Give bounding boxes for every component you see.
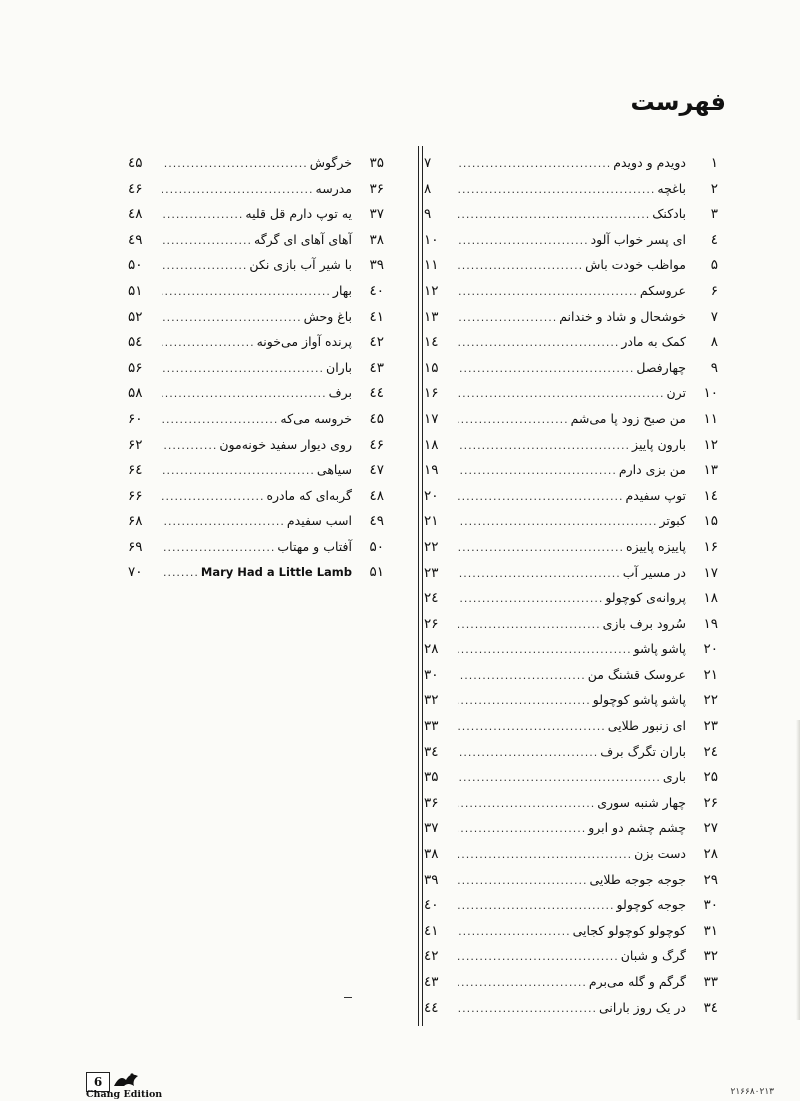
- toc-entry-page: ۳۰: [424, 666, 439, 683]
- toc-entry: [418, 252, 718, 278]
- toc-leader-dots: [162, 560, 199, 586]
- toc-leader-dots: [162, 279, 331, 305]
- toc-entry-number: ۱۳: [703, 462, 718, 479]
- toc-entry-number: ۱۶: [703, 538, 718, 555]
- toc-entry-page: ۲۳: [424, 564, 439, 581]
- toc-entry-page: ۷: [424, 155, 432, 171]
- toc-entry-number: ۷: [710, 308, 718, 325]
- toc-entry-number: ۲۶: [703, 794, 718, 811]
- toc-entry: [418, 329, 718, 355]
- toc-entry-number: ٤۶: [369, 436, 384, 453]
- toc-entry: [418, 713, 718, 739]
- toc-entry-title: بادکنک: [652, 206, 686, 222]
- toc-entry-title: باغ وحش: [303, 308, 352, 324]
- toc-entry-page: ۵۲: [128, 308, 143, 325]
- toc-entry-title: پاشو پاشو کوچولو: [592, 692, 686, 708]
- toc-entry-page: ۷۰: [128, 563, 143, 580]
- toc-entry-page: ٤۶: [128, 180, 143, 197]
- footer-page-number: 6: [86, 1072, 110, 1092]
- toc-leader-dots: [458, 944, 619, 970]
- toc-entry-page: ۱۵: [424, 359, 439, 376]
- toc-entry: [418, 534, 718, 560]
- toc-entry-page: ۳۶: [424, 794, 439, 811]
- toc-leader-dots: [458, 151, 611, 177]
- toc-entry-number: ۲۸: [703, 846, 718, 863]
- toc-leader-dots: [162, 484, 264, 510]
- toc-entry: [122, 278, 384, 304]
- toc-leader-dots: [458, 970, 587, 996]
- toc-entry-title: گرگم و گله می‌برم: [588, 974, 686, 989]
- toc-leader-dots: [162, 177, 314, 203]
- toc-entry: [418, 457, 718, 483]
- toc-entry: [418, 150, 718, 176]
- toc-entry: [122, 355, 384, 381]
- toc-entry-number: ٤۳: [369, 359, 384, 376]
- toc-entry-number: ۶: [710, 282, 718, 299]
- toc-entry-page: ۱۲: [424, 282, 439, 299]
- toc-leader-dots: [458, 458, 617, 484]
- toc-leader-dots: [162, 330, 255, 356]
- toc-entry-number: ۳۷: [369, 206, 384, 223]
- toc-entry-title: خرگوش: [309, 155, 352, 170]
- toc-entry-title: آهای آهای ای گرگه: [254, 231, 352, 247]
- toc-entry: [418, 943, 718, 969]
- toc-entry-title: روی دیوار سفید خونه‌مون: [219, 436, 352, 452]
- toc-entry-title: مواظب خودت باش: [585, 257, 686, 273]
- toc-entry-title: در مسیر آب: [622, 564, 686, 580]
- toc-entry-page: ٤۹: [128, 231, 143, 248]
- toc-entry-title: باران تگرگ برف: [600, 743, 686, 759]
- toc-leader-dots: [458, 561, 621, 587]
- toc-entry-page: ٤۲: [424, 948, 439, 965]
- toc-entry-title: عروسک قشنگ من: [587, 666, 686, 682]
- toc-entry-page: ۳۵: [424, 769, 439, 786]
- toc-entry-number: ۳۲: [703, 948, 718, 965]
- column-divider: [422, 146, 423, 1026]
- toc-entry-number: ۲۲: [703, 692, 718, 709]
- toc-entry: [418, 227, 718, 253]
- toc-entry-number: ۵۰: [369, 538, 384, 555]
- toc-entry-title: بهار: [332, 282, 352, 298]
- toc-entry: [418, 739, 718, 765]
- toc-entry-page: ۱۷: [424, 410, 439, 427]
- toc-entry-number: ۲۳: [703, 718, 718, 735]
- toc-entry: [122, 432, 384, 458]
- toc-entry: [418, 815, 718, 841]
- toc-entry: [122, 227, 384, 253]
- publisher-logo-icon: [112, 1070, 142, 1090]
- toc-entry-number: ۱۱: [703, 410, 718, 427]
- toc-leader-dots: [162, 458, 315, 484]
- toc-leader-dots: [162, 381, 327, 407]
- toc-entry-number: ۲۱: [703, 666, 718, 683]
- toc-entry-number: ۲۰: [703, 641, 718, 658]
- toc-leader-dots: [162, 535, 275, 561]
- toc-entry-title: پاییزه پاییزه: [626, 538, 686, 554]
- toc-entry-page: ٤۳: [424, 974, 439, 990]
- toc-entry: [418, 585, 718, 611]
- toc-entry: [122, 457, 384, 483]
- toc-leader-dots: [458, 279, 638, 305]
- toc-entry: [122, 406, 384, 432]
- toc-entry-number: ۳۹: [369, 257, 384, 274]
- toc-entry-title: چهار شنبه سوری: [597, 794, 686, 810]
- toc-entry-page: ۵۰: [128, 257, 143, 274]
- toc-entry-page: ۶۸: [128, 513, 143, 530]
- toc-entry-page: ۲۸: [424, 641, 439, 658]
- toc-leader-dots: [458, 228, 589, 254]
- toc-entry-title: پاشو پاشو: [633, 641, 686, 657]
- toc-entry-title: آفتاب و مهتاب: [277, 538, 352, 554]
- toc-entry-page: ۱۱: [424, 257, 439, 274]
- toc-leader-dots: [458, 177, 655, 203]
- toc-entry: [418, 508, 718, 534]
- toc-leader-dots: [162, 151, 308, 177]
- toc-entry-title: باران: [326, 359, 352, 375]
- toc-leader-dots: [458, 509, 657, 535]
- toc-entry-title: کوچولو کوچولو کجایی: [572, 922, 686, 938]
- toc-leader-dots: [162, 253, 247, 279]
- toc-entry-page: ۲۲: [424, 538, 439, 555]
- toc-entry-page: ۵۱: [128, 282, 143, 299]
- toc-entry-page: ۲۱: [424, 513, 439, 530]
- toc-entry-page: ۳۷: [424, 820, 439, 837]
- toc-entry-number: ۲۹: [703, 871, 718, 888]
- toc-entry-page: ۱۳: [424, 308, 439, 325]
- toc-entry-number: ۸: [710, 334, 718, 351]
- toc-leader-dots: [458, 868, 588, 894]
- toc-entry-page: ۵٤: [128, 334, 143, 351]
- toc-leader-dots: [458, 816, 586, 842]
- toc-entry-number: ۲۵: [703, 769, 718, 786]
- page-edge-shadow: [796, 720, 800, 1020]
- toc-entry-number: ٤۹: [369, 513, 384, 530]
- toc-leader-dots: [458, 202, 650, 228]
- toc-leader-dots: [458, 535, 624, 561]
- toc-entry-page: ۳۲: [424, 692, 439, 709]
- toc-entry-number: ۱: [710, 155, 718, 171]
- toc-entry-title: خروسه می‌که: [280, 410, 352, 426]
- toc-entry-page: ۶۲: [128, 436, 143, 453]
- toc-entry-title: ای پسر خواب آلود: [590, 231, 686, 247]
- toc-leader-dots: [162, 305, 302, 331]
- toc-entry-page: ۲۰: [424, 487, 439, 504]
- toc-entry-number: ۳٤: [703, 999, 718, 1016]
- toc-entry-number: ۱۸: [703, 590, 718, 607]
- toc-entry-page: ۸: [424, 180, 432, 197]
- toc-entry: [418, 636, 718, 662]
- toc-leader-dots: [162, 228, 252, 254]
- toc-entry: [418, 380, 718, 406]
- toc-entry-page: ۲۶: [424, 615, 439, 632]
- toc-entry-title: گرگ و شبان: [620, 948, 686, 964]
- toc-entry-page: ۵۶: [128, 359, 143, 376]
- toc-leader-dots: [458, 356, 634, 382]
- toc-entry-title: جوجه کوچولو: [616, 897, 686, 913]
- toc-entry-number: ۳۱: [703, 922, 718, 939]
- toc-entry-number: ۲۷: [703, 820, 718, 837]
- toc-leader-dots: [458, 765, 661, 791]
- toc-leader-dots: [458, 842, 632, 868]
- toc-entry-page: ۵۸: [128, 385, 143, 402]
- toc-entry: [122, 560, 384, 586]
- toc-entry-title: ای زنبور طلایی: [607, 718, 686, 734]
- toc-entry: [418, 764, 718, 790]
- toc-entry-number: ٤۱: [369, 308, 384, 325]
- toc-entry: [122, 201, 384, 227]
- toc-leader-dots: [458, 330, 619, 356]
- toc-entry-number: ۵۱: [369, 563, 384, 580]
- toc-entry-title: دویدم و دویدم: [613, 155, 686, 170]
- toc-entry: [418, 406, 718, 432]
- toc-entry-title: در یک روز بارانی: [599, 999, 686, 1015]
- toc-entry: [418, 355, 718, 381]
- stray-mark: [344, 997, 352, 998]
- toc-entry: [122, 304, 384, 330]
- toc-entry-page: ۳۹: [424, 871, 439, 888]
- toc-entry: [418, 841, 718, 867]
- toc-entry-title: باغچه: [657, 180, 686, 196]
- toc-entry: [418, 432, 718, 458]
- toc-entry-title: کمک به مادر: [621, 334, 686, 350]
- toc-entry-page: ۲٤: [424, 590, 439, 607]
- toc-leader-dots: [458, 586, 603, 612]
- toc-entry-title: باری: [662, 769, 686, 785]
- publisher-name: Chang Edition: [86, 1089, 163, 1100]
- toc-leader-dots: [458, 791, 595, 817]
- toc-entry: [122, 252, 384, 278]
- toc-entry: [122, 329, 384, 355]
- toc-entry-page: ٤٤: [424, 999, 439, 1016]
- toc-entry-title: جوجه جوجه طلایی: [589, 871, 686, 887]
- toc-entry-title: برف: [328, 385, 352, 401]
- toc-entry: [122, 380, 384, 406]
- toc-entry-title: چشم چشم دو ابرو: [588, 820, 686, 836]
- toc-entry-title: با شیر آب بازی نکن: [249, 257, 352, 273]
- toc-entry-title: من صبح زود پا می‌شم: [570, 410, 686, 426]
- toc-entry-number: ٤۵: [369, 410, 384, 427]
- toc-leader-dots: [458, 663, 586, 689]
- toc-entry-number: ۲: [710, 180, 718, 197]
- toc-entry-title: چهارفصل: [636, 359, 686, 375]
- toc-entry: [418, 662, 718, 688]
- toc-entry-title: دست بزن: [634, 846, 686, 862]
- toc-entry: [418, 790, 718, 816]
- toc-entry-page: ٤۸: [128, 206, 143, 223]
- toc-entry: [418, 278, 718, 304]
- toc-entry-number: ۱۲: [703, 436, 718, 453]
- toc-entry-number: ٤٤: [369, 385, 384, 402]
- toc-entry-title: توپ سفیدم: [625, 487, 686, 503]
- toc-entry-title: Mary Had a Little Lamb: [200, 564, 352, 579]
- page-title: فهرست: [630, 88, 726, 116]
- toc-leader-dots: [458, 381, 664, 407]
- toc-entry-number: ۹: [710, 359, 718, 376]
- toc-entry: [418, 304, 718, 330]
- toc-entry-page: ٤۱: [424, 922, 439, 939]
- toc-entry: [122, 483, 384, 509]
- toc-entry-number: ۱٤: [703, 487, 718, 504]
- toc-entry: [122, 508, 384, 534]
- toc-column-right: [418, 150, 718, 1020]
- toc-leader-dots: [458, 253, 583, 279]
- toc-entry: [418, 176, 718, 202]
- toc-entry-page: ۶۶: [128, 487, 143, 504]
- toc-entry: [418, 892, 718, 918]
- toc-entry-page: ۹: [424, 206, 432, 223]
- toc-leader-dots: [458, 484, 623, 510]
- toc-entry-number: ۱۵: [703, 513, 718, 530]
- toc-entry-page: ٤۰: [424, 897, 439, 914]
- toc-leader-dots: [162, 356, 324, 382]
- toc-entry: [418, 687, 718, 713]
- toc-entry-number: ۳۵: [369, 155, 384, 171]
- toc-entry-page: ۱۹: [424, 462, 439, 479]
- toc-entry: [122, 150, 384, 176]
- toc-entry-number: ٤۰: [369, 282, 384, 299]
- toc-entry-title: بارون پاییز: [632, 436, 686, 452]
- toc-entry-title: من بزی دارم: [618, 462, 686, 478]
- toc-entry-title: کبوتر: [659, 513, 686, 529]
- toc-entry-number: ٤۸: [369, 487, 384, 504]
- toc-leader-dots: [162, 202, 243, 228]
- toc-entry-title: سیاهی: [316, 462, 352, 478]
- toc-entry-page: ۳۸: [424, 846, 439, 863]
- toc-entry-title: پروانه‌ی کوچولو: [605, 590, 686, 606]
- toc-entry-number: ٤: [710, 231, 718, 248]
- toc-leader-dots: [458, 637, 632, 663]
- toc-leader-dots: [162, 407, 278, 433]
- toc-entry-title: یه توپ دارم قل قلیه: [245, 206, 352, 222]
- toc-entry-title: عروسکم: [639, 282, 686, 298]
- toc-leader-dots: [458, 996, 597, 1022]
- column-divider: [418, 146, 419, 1026]
- toc-entry: [122, 534, 384, 560]
- footer-code: ۲۱۶۶۸۰۲۱۳: [730, 1087, 774, 1097]
- toc-leader-dots: [458, 740, 598, 766]
- toc-leader-dots: [162, 509, 285, 535]
- toc-entry: [418, 969, 718, 995]
- toc-entry-number: ۱۷: [703, 564, 718, 581]
- toc-entry-number: ٤۲: [369, 334, 384, 351]
- toc-leader-dots: [458, 612, 601, 638]
- toc-leader-dots: [458, 407, 569, 433]
- toc-leader-dots: [162, 433, 217, 459]
- toc-entry-number: ۵: [710, 257, 718, 274]
- toc-leader-dots: [458, 305, 557, 331]
- toc-leader-dots: [458, 433, 630, 459]
- toc-entry-page: ۱۸: [424, 436, 439, 453]
- toc-entry-title: مدرسه: [315, 180, 352, 196]
- toc-entry-title: پرنده آواز می‌خونه: [256, 334, 352, 350]
- toc-entry-number: ۱۰: [703, 385, 718, 402]
- toc-entry-title: اسب سفیدم: [286, 513, 352, 529]
- toc-leader-dots: [458, 893, 615, 919]
- toc-entry: [418, 867, 718, 893]
- toc-entry-number: ٤۷: [369, 462, 384, 479]
- toc-entry-number: ۱۹: [703, 615, 718, 632]
- toc-leader-dots: [458, 919, 571, 945]
- toc-entry-title: گربه‌ای که مادره: [266, 487, 352, 503]
- toc-entry-number: ۲٤: [703, 743, 718, 760]
- toc-entry-number: ۳: [710, 206, 718, 223]
- toc-leader-dots: [458, 688, 591, 714]
- toc-entry-title: سُرود برف بازی: [602, 615, 686, 631]
- toc-entry: [122, 176, 384, 202]
- toc-entry-page: ٤۵: [128, 155, 143, 171]
- toc-leader-dots: [458, 714, 606, 740]
- toc-entry-page: ۶۰: [128, 410, 143, 427]
- toc-entry-page: ۶٤: [128, 462, 143, 479]
- toc-entry-page: ۳۳: [424, 718, 439, 735]
- toc-entry: [418, 611, 718, 637]
- toc-entry-page: ۱٤: [424, 334, 439, 351]
- toc-entry-title: خوشحال و شاد و خندانم: [559, 308, 686, 324]
- toc-entry-number: ۳۰: [703, 897, 718, 914]
- toc-entry-number: ۳۸: [369, 231, 384, 248]
- toc-entry: [418, 560, 718, 586]
- toc-entry: [418, 483, 718, 509]
- toc-entry-number: ۳۳: [703, 974, 718, 990]
- toc-entry-number: ۳۶: [369, 180, 384, 197]
- toc-column-left: [122, 150, 384, 585]
- toc-entry: [418, 995, 718, 1021]
- toc-entry: [418, 918, 718, 944]
- toc-entry-page: ۱۰: [424, 231, 439, 248]
- toc-entry-title: ترن: [666, 385, 686, 401]
- toc-entry: [418, 201, 718, 227]
- toc-entry-page: ۶۹: [128, 538, 143, 555]
- toc-entry-page: ۱۶: [424, 385, 439, 402]
- toc-entry-page: ۳٤: [424, 743, 439, 760]
